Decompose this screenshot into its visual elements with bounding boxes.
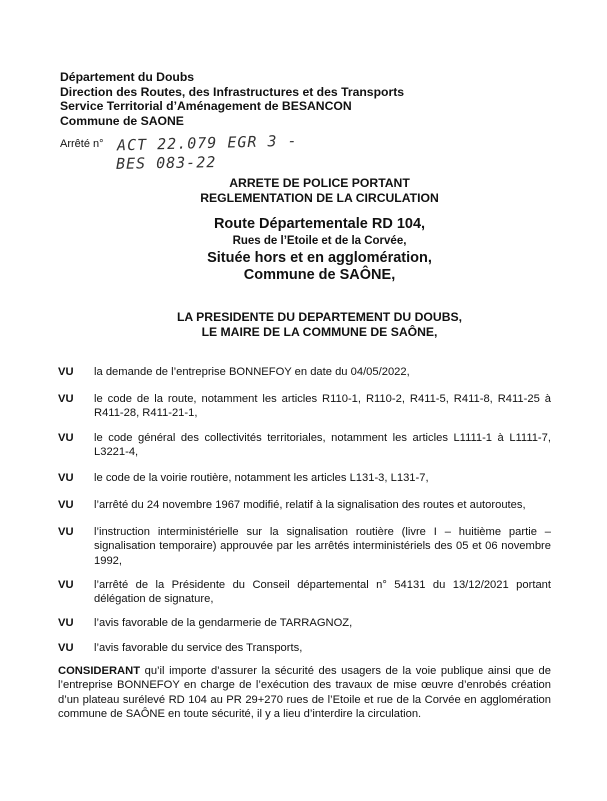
vu-text: l’avis favorable du service des Transports,: [94, 642, 303, 654]
vu-item: [58, 498, 551, 512]
vu-item: [58, 365, 551, 379]
header-service: Service Territorial d’Aménagement de BESANCON: [60, 99, 352, 114]
authority-line1: LA PRESIDENTE DU DEPARTEMENT DU DOUBS,: [176, 310, 463, 324]
route-location: Située hors et en agglomération,: [207, 250, 432, 266]
police-title: [16, 176, 607, 205]
vu-label: VU: [58, 579, 74, 591]
header-department: Département du Doubs: [60, 70, 195, 84]
vu-text: l’avis favorable de la gendarmerie de TARRAGNOZ,: [94, 617, 353, 629]
vu-text: la demande de l’entreprise BONNEFOY en date du 04/05/2022,: [94, 366, 410, 378]
issuer-header: [60, 70, 404, 128]
vu-text: le code de la route, notamment les articles R110-1, R110-2, R411-5, R411-8, R411-25 à R411-28, R411-21-1,: [94, 393, 551, 420]
police-title-line1: ARRETE DE POLICE PORTANT: [229, 176, 410, 190]
route-title: [16, 216, 607, 284]
handwritten-arrete-code: BES 083-22: [115, 153, 217, 173]
vu-text: l’arrêté du 24 novembre 1967 modifié, relatif à la signalisation des routes et autoroutes,: [94, 499, 526, 511]
vu-text: l’arrêté de la Présidente du Conseil départemental n° 54131 du 13/12/2021 portant délégation de signature,: [94, 579, 551, 606]
route-streets: Rues de l’Etoile et de la Corvée,: [232, 235, 407, 247]
route-name: Route Départementale RD 104,: [213, 216, 426, 232]
authority-line2: LE MAIRE DE LA COMMUNE DE SAÔNE,: [201, 324, 438, 339]
route-commune: Commune de SAÔNE,: [243, 267, 396, 283]
vu-item: [58, 392, 551, 421]
vu-item: [58, 578, 551, 607]
vu-label: VU: [58, 642, 74, 654]
police-title-line2: REGLEMENTATION DE LA CIRCULATION: [200, 190, 439, 205]
considerant-label: CONSIDERANT: [58, 665, 141, 677]
vu-item: [58, 525, 551, 568]
considerant-text: qu’il importe d’assurer la sécurité des usagers de la voie publique ainsi que de l’entreprise BONNEFOY en charge de l’exécution des travaux de mise œuvre d’enrobés création d’un plateau surélevé RD 104 au PR 29+270 rues de l’Etoile et rue de la Corvée en agglomération commune de SAÔNE en toute sécurité, il y a lieu d’interdire la circulation.: [58, 665, 551, 721]
vu-text: le code général des collectivités territoriales, notamment les articles L1111-1 à L1111-7, L3221-4,: [94, 432, 551, 459]
vu-label: VU: [58, 499, 74, 511]
vu-item: [58, 641, 551, 655]
vu-label: VU: [58, 472, 74, 484]
vu-item: [58, 471, 551, 485]
vu-item: [58, 431, 551, 460]
arrete-number-label: Arrêté n°: [60, 138, 104, 150]
vu-label: VU: [58, 366, 74, 378]
header-direction: Direction des Routes, des Infrastructures et des Transports: [60, 84, 405, 99]
vu-text: l’instruction interministérielle sur la signalisation routière (livre I – huitième partie – signalisation temporaire) approuvée par les arrêtés interministériels des 05 et 06 novembre 1992,: [94, 526, 551, 567]
vu-text: le code de la voirie routière, notamment les articles L131-3, L131-7,: [94, 472, 429, 484]
vu-label: VU: [58, 526, 74, 538]
header-commune: Commune de SAONE: [60, 113, 184, 128]
considerant-paragraph: [58, 664, 551, 722]
vu-label: VU: [58, 617, 74, 629]
vu-item: [58, 616, 551, 630]
handwritten-arrete-number: ACT 22.079 EGR 3 -: [116, 131, 298, 155]
vu-label: VU: [58, 432, 74, 444]
authority-title: [16, 310, 607, 339]
vu-label: VU: [58, 393, 74, 405]
